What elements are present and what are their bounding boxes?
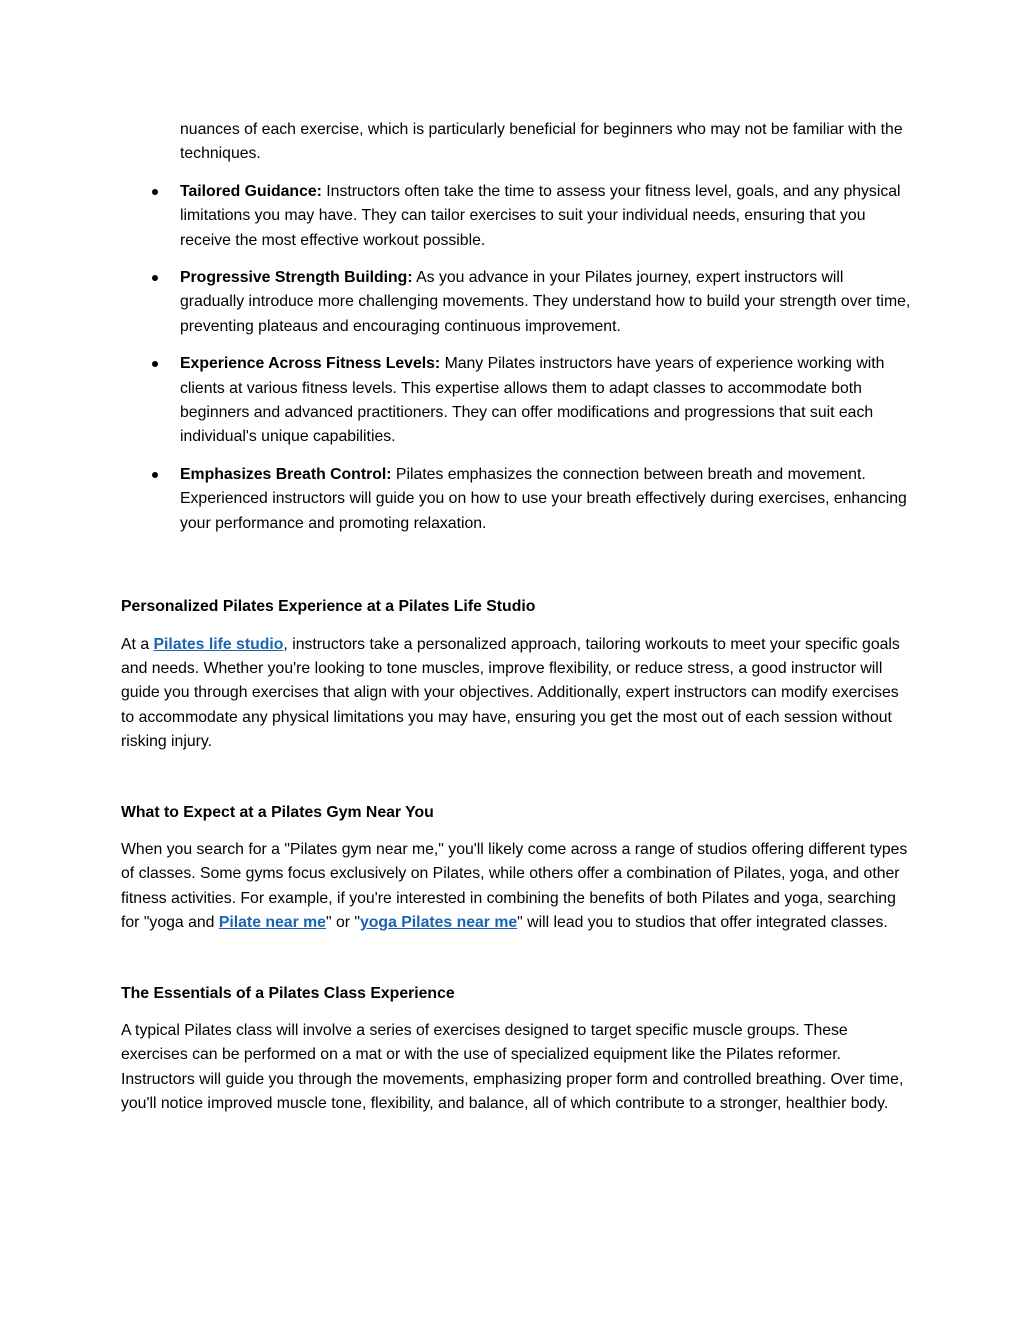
- paragraph-text: , instructors take a personalized approach, tailoring workouts to meet your specific goals and needs. Whether you're looking to tone muscles, improve flexibility, or reduce stress, a good instructor will guide you through exercises that align with your objectives. Additionally, expert instructors can modify exercises to accommodate any physical limitations you may have, ensuring you get the most out of each session without risking injury.: [121, 635, 900, 751]
- list-item-title: Progressive Strength Building:: [180, 269, 413, 287]
- document-content: [121, 118, 911, 1117]
- pilate-near-me-link[interactable]: Pilate near me: [218, 914, 326, 932]
- section-paragraph-personalized: [121, 633, 911, 755]
- list-item-text: Many Pilates instructors have years of experience working with clients at various fitness levels. This expertise allows them to adapt classes to accommodate both beginners and advanced practitioners. They can offer modifications and progressions that suit each individual's unique capabilities.: [180, 355, 885, 446]
- bullet-icon: [152, 361, 158, 367]
- list-item-title: Emphasizes Breath Control:: [180, 465, 392, 483]
- list-item: [121, 352, 911, 450]
- list-item-text: Pilates emphasizes the connection between breath and movement. Experienced instructors will guide you on how to use your breath effectively during exercises, enhancing your performance and promoting relaxation.: [180, 465, 907, 532]
- yoga-pilates-near-me-link[interactable]: yoga Pilates near me: [360, 914, 518, 932]
- bullet-icon: [152, 275, 158, 281]
- list-item-title: Experience Across Fitness Levels:: [180, 355, 441, 373]
- intro-continuation: nuances of each exercise, which is particularly beneficial for beginners who may not be familiar with the techniques.: [180, 121, 903, 163]
- list-item-text: Instructors often take the time to assess your fitness level, goals, and any physical limitations you may have. They can tailor exercises to suit your individual needs, ensuring that you receive the most effective workout possible.: [180, 182, 901, 249]
- section-heading-essentials: The Essentials of a Pilates Class Experience: [121, 984, 455, 1002]
- list-item-title: Tailored Guidance:: [180, 182, 322, 200]
- paragraph-text: " will lead you to studios that offer integrated classes.: [517, 914, 888, 932]
- pilates-life-studio-link[interactable]: Pilates life studio: [153, 635, 284, 653]
- section-heading-personalized: Personalized Pilates Experience at a Pilates Life Studio: [121, 598, 536, 616]
- section-paragraph-gym-near-you: [121, 838, 911, 936]
- list-item: [121, 463, 911, 536]
- bullet-icon: [152, 472, 158, 478]
- paragraph-text: When you search for a "Pilates gym near me," you'll likely come across a range of studios offering different types of classes. Some gyms focus exclusively on Pilates, while others offer a combination of Pilates, yoga, and other fitness activities. For example, if you're interested in combining the benefits of both Pilates and yoga, searching for "yoga and: [121, 840, 908, 932]
- paragraph-text: " or ": [325, 914, 360, 932]
- list-item-text: As you advance in your Pilates journey, expert instructors will gradually introduce more challenging movements. They understand how to build your strength over time, preventing plateaus and encouraging continuous improvement.: [180, 269, 911, 335]
- list-item: [121, 266, 911, 339]
- section-heading-gym-near-you: What to Expect at a Pilates Gym Near You: [121, 803, 434, 821]
- paragraph-text: At a: [121, 635, 154, 653]
- benefits-list: [121, 180, 911, 536]
- bullet-icon: [152, 189, 158, 195]
- list-item: [121, 180, 911, 253]
- section-paragraph-essentials: A typical Pilates class will involve a series of exercises designed to target specific muscle groups. These exercises can be performed on a mat or with the use of specialized equipment like the Pilates reformer. Instructors will guide you through the movements, emphasizing proper form and controlled breathing. Over time, you'll notice improved muscle tone, flexibility, and balance, all of which contribute to a stronger, healthier body.: [121, 1021, 904, 1113]
